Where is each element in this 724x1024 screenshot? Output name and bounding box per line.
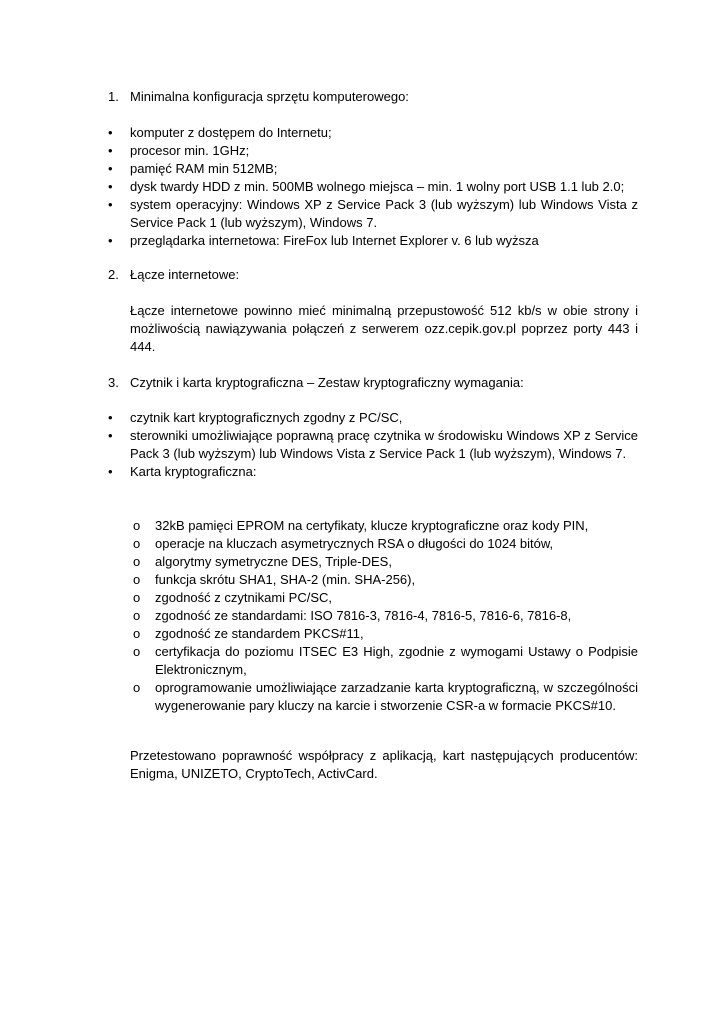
bullet-icon: •	[108, 179, 113, 194]
list-item: o certyfikacja do poziomu ITSEC E3 High, zgodnie z wymogami Ustawy o Podpisie Elektronicznym,	[133, 644, 638, 677]
card-features-list	[130, 517, 638, 715]
list-item: • pamięć RAM min 512MB;	[108, 161, 278, 176]
list-item: • system operacyjny: Windows XP z Service Pack 3 (lub wyższym) lub Windows Vista z Service Pack 1 (lub wyższym), Windows 7.	[108, 197, 638, 230]
circle-bullet-icon: o	[133, 536, 141, 551]
bullet-icon: •	[108, 428, 113, 443]
bullet-icon: •	[108, 143, 113, 158]
bullet-icon: •	[108, 125, 113, 140]
bullet-icon: •	[108, 233, 113, 248]
list-item: o operacje na kluczach asymetrycznych RSA o długości do 1024 bitów,	[133, 536, 554, 551]
list-item: o algorytmy symetryczne DES, Triple-DES,	[133, 554, 392, 569]
circle-bullet-icon: o	[133, 572, 141, 587]
list-item: o oprogramowanie umożliwiające zarzadzanie karta kryptograficzną, w szczególności wygenerowanie pary kluczy na karcie i stworzenie CSR-a w formacie PKCS#10.	[133, 680, 638, 713]
list-item: o funkcja skrótu SHA1, SHA-2 (min. SHA-256),	[133, 572, 416, 587]
list-item: o zgodność z czytnikami PC/SC,	[133, 590, 333, 605]
list-item: • czytnik kart kryptograficznych zgodny z PC/SC,	[108, 410, 403, 425]
section-2-number: 2.	[108, 267, 119, 282]
section-3-number: 3.	[108, 375, 119, 390]
list-item: • procesor min. 1GHz;	[108, 143, 250, 158]
list-item: o zgodność ze standardem PKCS#11,	[133, 626, 364, 641]
section-3-title: Czytnik i karta kryptograficzna – Zestaw kryptograficzny wymagania:	[130, 375, 524, 390]
internet-connection-paragraph: Łącze internetowe powinno mieć minimalną przepustowość 512 kb/s w obie strony i możliwością nawiązywania połączeń z serwerem ozz.cepik.gov.pl poprzez porty 443 i 444.	[130, 303, 638, 354]
list-item: o zgodność ze standardami: ISO 7816-3, 7816-4, 7816-5, 7816-6, 7816-8,	[133, 608, 572, 623]
bullet-icon: •	[108, 464, 113, 479]
crypto-requirements-list	[108, 409, 638, 481]
circle-bullet-icon: o	[133, 518, 141, 533]
list-item: o 32kB pamięci EPROM na certyfikaty, klucze kryptograficzne oraz kody PIN,	[133, 518, 589, 533]
circle-bullet-icon: o	[133, 626, 141, 641]
circle-bullet-icon: o	[133, 590, 141, 605]
bullet-icon: •	[108, 161, 113, 176]
circle-bullet-icon: o	[133, 644, 141, 659]
list-item: • przeglądarka internetowa: FireFox lub Internet Explorer v. 6 lub wyższa	[108, 233, 539, 248]
bullet-icon: •	[108, 410, 113, 425]
list-item: • dysk twardy HDD z min. 500MB wolnego miejsca – min. 1 wolny port USB 1.1 lub 2.0;	[108, 179, 625, 194]
section-2-title: Łącze internetowe:	[130, 267, 240, 282]
hardware-requirements-list	[108, 124, 638, 250]
list-item: • sterowniki umożliwiające poprawną pracę czytnika w środowisku Windows XP z Service Pack 3 (lub wyższym) lub Windows Vista z Service Pack 1 (lub wyższym), Windows 7.	[108, 428, 638, 461]
circle-bullet-icon: o	[133, 680, 141, 695]
section-1-title: Minimalna konfiguracja sprzętu komputerowego:	[130, 89, 409, 104]
circle-bullet-icon: o	[133, 608, 141, 623]
tested-manufacturers-paragraph: Przetestowano poprawność współpracy z aplikacją, kart następujących producentów: Enigma, UNIZETO, CryptoTech, ActivCard.	[130, 748, 638, 781]
list-item: • komputer z dostępem do Internetu;	[108, 125, 332, 140]
section-2-heading	[108, 266, 638, 284]
section-1-heading	[108, 88, 638, 106]
list-item: • Karta kryptograficzna:	[108, 464, 257, 479]
bullet-icon: •	[108, 197, 113, 212]
circle-bullet-icon: o	[133, 554, 141, 569]
section-3-heading	[108, 374, 638, 392]
section-1-number: 1.	[108, 89, 119, 104]
